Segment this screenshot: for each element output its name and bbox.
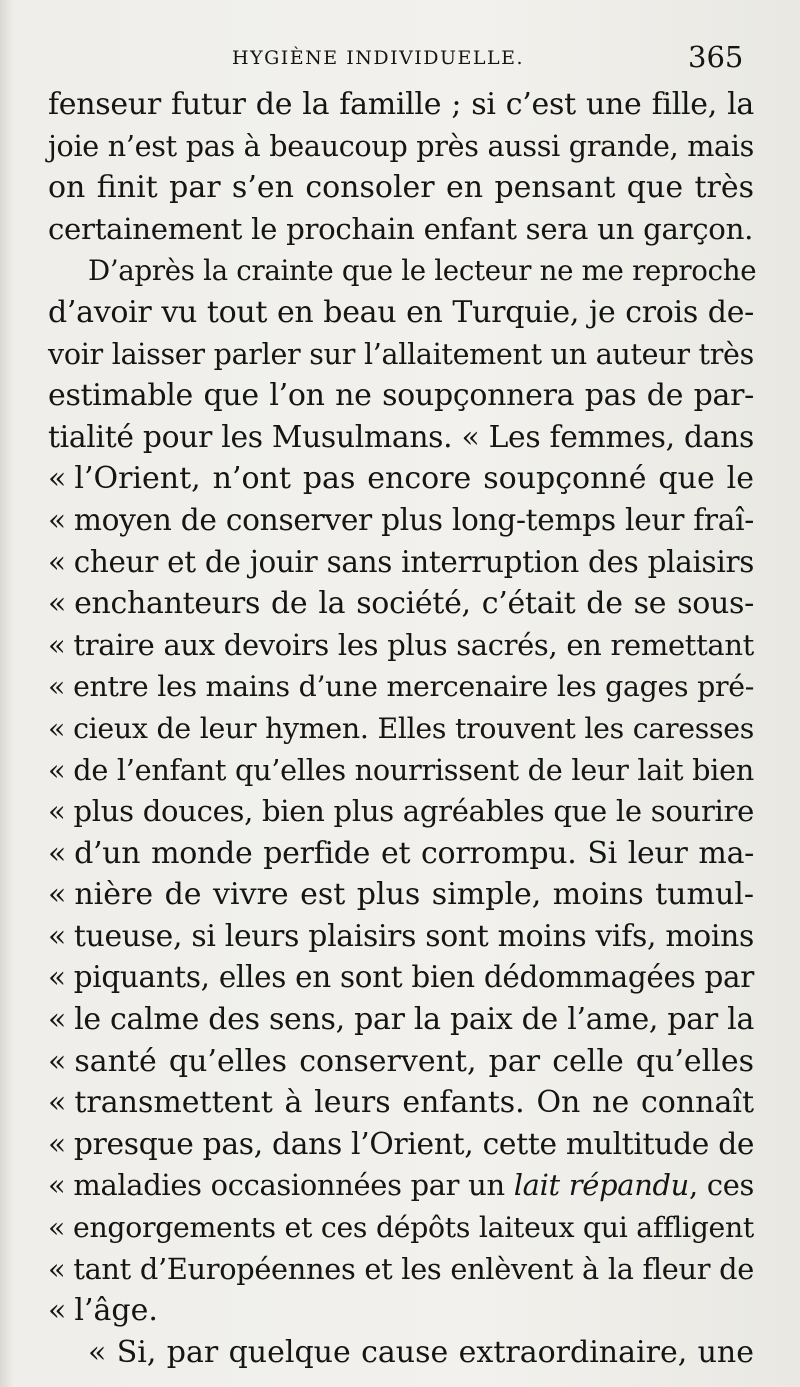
text-segment: maladies occasionnées par un — [73, 1168, 514, 1203]
quote-mark: « — [48, 1085, 67, 1121]
text-line — [48, 292, 754, 334]
page-header — [0, 38, 800, 88]
text-line — [48, 1332, 754, 1374]
text-segment: D’après la crainte que le lecteur ne me reproche — [88, 254, 757, 288]
text-segment: cieux de leur hymen. Elles trouvent les caresses — [73, 711, 754, 745]
text-line — [48, 334, 754, 376]
text-line — [48, 1082, 754, 1124]
quote-mark: « — [48, 1126, 66, 1162]
text-line — [48, 1290, 754, 1332]
text-segment: , ces — [688, 1168, 755, 1203]
text-segment: entre les mains d’une mercenaire les gages pré- — [73, 670, 754, 704]
text-line — [48, 999, 754, 1041]
quote-mark: « — [48, 877, 67, 913]
text-segment: voir laisser parler sur l’allaitement un auteur très — [48, 337, 754, 371]
text-segment: piquants, elles en sont bien dédommagées par — [73, 960, 754, 995]
quote-mark: « — [48, 586, 67, 622]
text-line — [48, 874, 754, 916]
body-text — [48, 84, 757, 1373]
text-line — [48, 417, 754, 459]
quote-mark: « — [48, 544, 66, 579]
text-segment: on finit par s’en consoler en pensant que très — [48, 170, 754, 206]
text-segment: d’un monde perfide et corrompu. Si leur ma- — [74, 835, 754, 871]
text-segment: l’âge. — [74, 1293, 158, 1329]
text-segment: certainement le prochain enfant sera un garçon. — [48, 211, 754, 246]
quote-mark: « — [48, 1211, 66, 1245]
text-segment: engorgements et ces dépôts laiteux qui affligent — [73, 1211, 754, 1245]
quote-mark: « — [48, 670, 66, 704]
text-line — [48, 209, 754, 251]
text-line — [48, 957, 754, 999]
text-line — [48, 833, 754, 875]
text-line — [48, 583, 754, 625]
quote-mark: « — [48, 1293, 67, 1329]
italic-phrase: lait répandu — [513, 1168, 689, 1203]
text-segment: cheur et de jouir sans interruption des plaisirs — [73, 544, 754, 579]
quote-mark: « — [48, 1168, 66, 1203]
text-segment: de l’enfant qu’elles nourrissent de leur lait bien — [73, 752, 754, 787]
text-segment: tueuse, si leurs plaisirs sont moins vifs, moins — [73, 918, 754, 954]
text-line — [48, 708, 754, 750]
text-line — [48, 458, 754, 500]
text-segment: traire aux devoirs les plus sacrés, en remettant — [73, 627, 754, 662]
text-line — [48, 916, 754, 958]
text-line — [48, 542, 754, 584]
running-head: HYGIÈNE INDIVIDUELLE. — [232, 47, 525, 69]
text-line — [48, 1165, 754, 1207]
text-line — [48, 84, 754, 126]
text-line — [48, 500, 754, 542]
text-line — [48, 750, 754, 792]
text-line — [48, 1041, 754, 1083]
quote-mark: « — [48, 752, 66, 787]
text-line — [48, 250, 757, 292]
text-line — [48, 666, 754, 708]
quote-mark: « — [48, 627, 66, 662]
quote-mark: « — [48, 461, 67, 497]
quote-mark: « — [48, 960, 66, 995]
text-line — [48, 1207, 754, 1249]
text-line — [48, 1124, 754, 1166]
text-line — [48, 625, 754, 667]
text-segment: moyen de conserver plus long-temps leur fraî- — [73, 502, 754, 537]
quote-mark: « — [48, 794, 66, 829]
text-segment: le calme des sens, par la paix de l’ame, par la — [74, 1002, 755, 1038]
text-segment: transmettent à leurs enfants. On ne connaît — [74, 1085, 754, 1121]
quote-mark: « — [48, 711, 66, 745]
quote-mark: « — [48, 1002, 67, 1038]
text-segment: l’Orient, n’ont pas encore soupçonné que le — [74, 461, 754, 497]
quote-mark: « — [48, 1251, 66, 1286]
text-line — [48, 375, 754, 417]
text-line — [48, 167, 754, 209]
text-segment: presque pas, dans l’Orient, cette multitude de — [73, 1126, 755, 1162]
text-line — [48, 1249, 754, 1291]
text-segment: d’avoir vu tout en beau en Turquie, je crois de- — [48, 294, 754, 330]
text-line — [48, 791, 754, 833]
text-segment: plus douces, bien plus agréables que le sourire — [73, 794, 754, 829]
quote-mark: « — [48, 918, 66, 954]
text-segment: tant d’Européennes et les enlèvent à la fleur de — [73, 1251, 754, 1286]
quote-mark: « — [48, 1043, 67, 1079]
quote-mark: « — [48, 502, 66, 537]
text-segment: nière de vivre est plus simple, moins tumul- — [74, 877, 754, 913]
page-number: 365 — [688, 40, 744, 74]
text-segment: santé qu’elles conservent, par celle qu’elles — [74, 1043, 754, 1079]
text-segment: fenseur futur de la famille ; si c’est une fille, la — [48, 87, 754, 122]
text-segment: tialité pour les Musulmans. « Les femmes, dans — [48, 419, 754, 455]
text-line — [48, 126, 754, 168]
text-segment: estimable que l’on ne soupçonnera pas de par- — [48, 378, 754, 414]
quote-mark: « — [48, 835, 67, 871]
text-segment: enchanteurs de la société, c’était de se sous- — [74, 586, 754, 622]
text-segment: « Si, par quelque cause extraordinaire, une — [88, 1334, 754, 1370]
text-segment: joie n’est pas à beaucoup près aussi grande, mais — [48, 128, 754, 163]
